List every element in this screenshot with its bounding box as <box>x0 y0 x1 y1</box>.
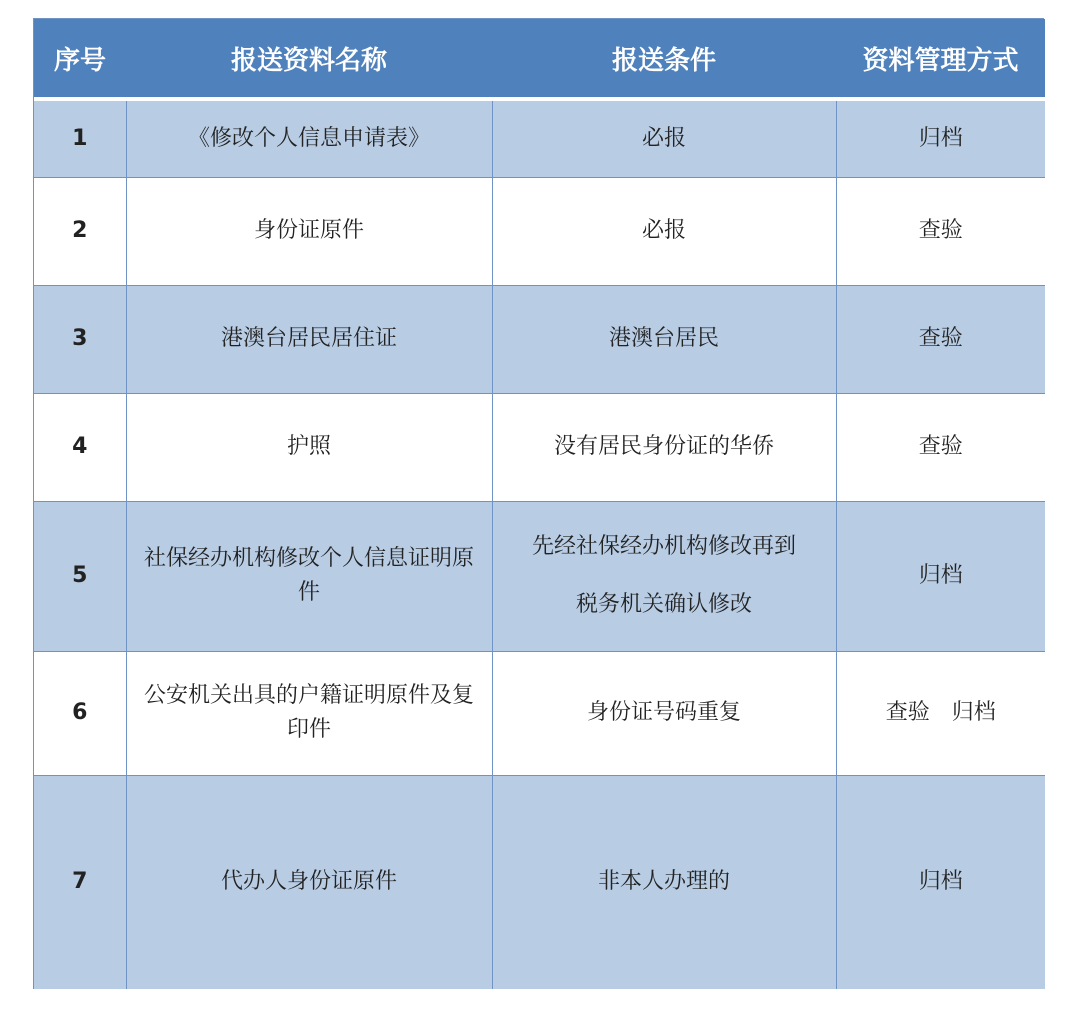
row-index: 4 <box>34 393 126 501</box>
row-management: 归档 <box>836 775 1045 989</box>
row-management: 查验 <box>836 177 1045 285</box>
row-management <box>836 651 1045 775</box>
row-condition-line: 税务机关确认修改 <box>575 592 752 617</box>
row-management-item: 查验 <box>885 700 930 725</box>
header-condition: 报送条件 <box>492 19 836 99</box>
row-index: 2 <box>34 177 126 285</box>
table-row <box>34 99 1045 177</box>
header-material-name: 报送资料名称 <box>126 19 492 99</box>
table-row <box>34 775 1045 989</box>
row-condition: 港澳台居民 <box>492 285 836 393</box>
row-condition: 必报 <box>492 177 836 285</box>
row-condition: 身份证号码重复 <box>492 651 836 775</box>
row-condition: 没有居民身份证的华侨 <box>492 393 836 501</box>
table-row <box>34 393 1045 501</box>
row-index: 7 <box>34 775 126 989</box>
row-material-name: 护照 <box>126 393 492 501</box>
table-header <box>34 19 1045 99</box>
row-condition-line: 先经社保经办机构修改再到 <box>531 534 796 559</box>
table-row <box>34 285 1045 393</box>
row-management-item: 归档 <box>951 700 996 725</box>
row-management: 查验 <box>836 285 1045 393</box>
materials-table-grid <box>34 19 1045 989</box>
row-management: 归档 <box>836 501 1045 651</box>
row-condition: 非本人办理的 <box>492 775 836 989</box>
row-index: 3 <box>34 285 126 393</box>
row-index: 6 <box>34 651 126 775</box>
table-row <box>34 651 1045 775</box>
materials-table <box>33 18 1044 989</box>
header-index: 序号 <box>34 19 126 99</box>
row-condition <box>492 501 836 651</box>
row-material-name: 身份证原件 <box>126 177 492 285</box>
row-index: 5 <box>34 501 126 651</box>
row-management: 查验 <box>836 393 1045 501</box>
table-row <box>34 501 1045 651</box>
row-material-name: 代办人身份证原件 <box>126 775 492 989</box>
row-material-name: 公安机关出具的户籍证明原件及复印件 <box>126 651 492 775</box>
table-row <box>34 177 1045 285</box>
row-material-name: 港澳台居民居住证 <box>126 285 492 393</box>
row-index: 1 <box>34 99 126 177</box>
row-management: 归档 <box>836 99 1045 177</box>
row-material-name: 社保经办机构修改个人信息证明原件 <box>126 501 492 651</box>
row-condition: 必报 <box>492 99 836 177</box>
row-material-name: 《修改个人信息申请表》 <box>126 99 492 177</box>
header-management: 资料管理方式 <box>836 19 1045 99</box>
